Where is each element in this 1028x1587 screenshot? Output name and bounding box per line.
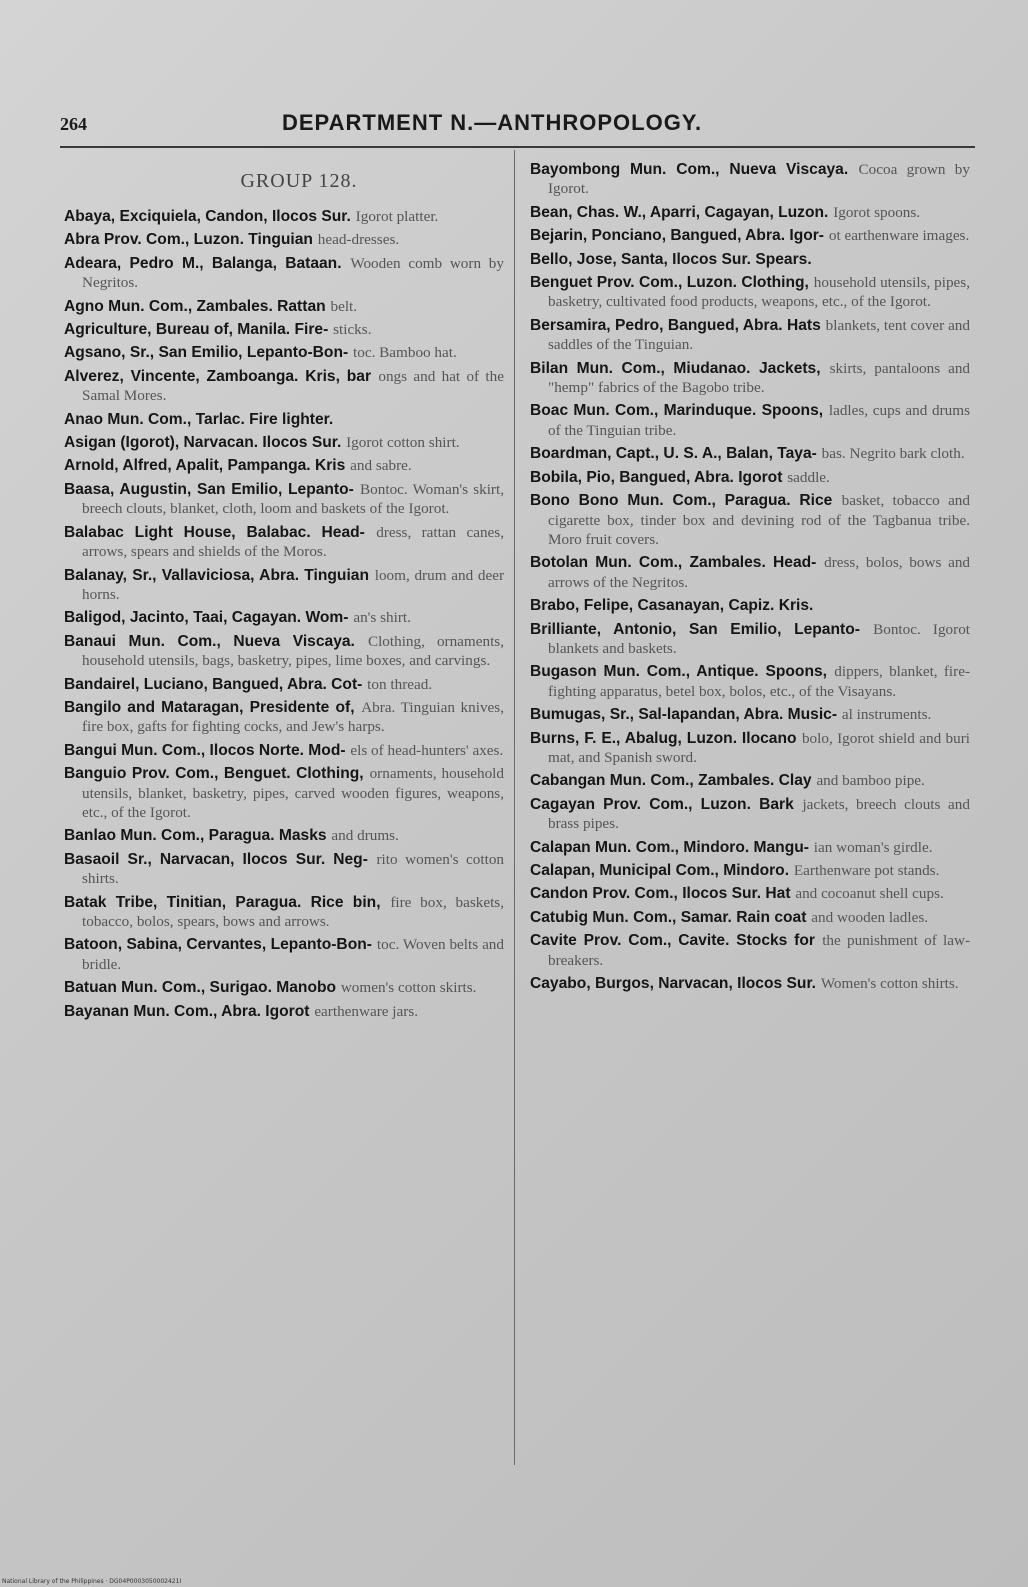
exhibitor-name: Bumugas, Sr., Sal-lapandan, Abra. Music- [530, 706, 838, 724]
catalog-entry [64, 343, 504, 362]
right-entry-list [530, 160, 970, 993]
exhibit-description: dippers, blanket, fire-fighting apparatus, betel box, bolos, etc., of the Visayans. [548, 663, 971, 700]
catalog-entry [530, 884, 970, 903]
exhibitor-name: Bobila, Pio, Bangued, Abra. Igorot [530, 468, 783, 486]
exhibit-description: ian woman's girdle. [813, 838, 933, 856]
exhibit-description: Wooden comb worn by Negritos. [82, 254, 504, 292]
catalog-entry [530, 468, 970, 487]
exhibitor-name: Bean, Chas. W., Aparri, Cagayan, Luzon. [530, 203, 829, 221]
catalog-entry [64, 456, 504, 475]
catalog-entry [530, 931, 970, 970]
catalog-entry [530, 838, 970, 857]
exhibitor-name: Bayombong Mun. Com., Nueva Viscaya. [530, 161, 849, 178]
exhibit-description: ongs and hat of the Samal Mores. [82, 367, 504, 405]
exhibitor-name: Baasa, Augustin, San Emilio, Lepanto- [64, 480, 354, 498]
exhibit-description: dress, bolos, bows and arrows of the Negritos. [548, 554, 971, 591]
exhibitor-name: Bejarin, Ponciano, Bangued, Abra. Igor- [530, 227, 825, 245]
exhibitor-name: Alverez, Vincente, Zamboanga. Kris, bar [64, 367, 372, 385]
catalog-entry [64, 632, 504, 671]
exhibit-description: toc. Bamboo hat. [353, 344, 457, 362]
exhibit-description: head-dresses. [317, 231, 400, 249]
exhibit-description: basket, tobacco and cigarette box, tinder box and devining rod of the Tagbanua tribe. Moro fruit covers. [548, 492, 970, 548]
catalog-entry [64, 410, 504, 429]
catalog-entry [64, 433, 504, 452]
exhibit-description: ladles, cups and drums of the Tinguian tribe. [548, 402, 971, 439]
exhibitor-name: Brabo, Felipe, Casanayan, Capiz. Kris. [530, 597, 814, 615]
catalog-entry [64, 608, 504, 627]
exhibit-description: toc. Woven belts and bridle. [82, 936, 504, 973]
exhibitor-name: Asigan (Igorot), Narvacan. Ilocos Sur. [64, 434, 342, 452]
column-divider [514, 150, 515, 1465]
catalog-entry [530, 908, 970, 927]
exhibitor-name: Cabangan Mun. Com., Zambales. Clay [530, 772, 812, 790]
exhibitor-name: Batuan Mun. Com., Surigao. Manobo [64, 979, 337, 997]
exhibitor-name: Benguet Prov. Com., Luzon. Clothing, [530, 274, 809, 292]
catalog-entry [530, 662, 970, 701]
exhibit-description: an's shirt. [353, 609, 411, 627]
exhibitor-name: Baligod, Jacinto, Taai, Cagayan. Wom- [64, 609, 349, 627]
exhibit-description: Igorot cotton shirt. [346, 434, 460, 452]
exhibitor-name: Batoon, Sabina, Cervantes, Lepanto-Bon- [64, 936, 372, 954]
catalog-entry [530, 553, 970, 592]
left-column [64, 160, 504, 1025]
exhibit-description: ton thread. [367, 675, 433, 693]
catalog-entry [530, 203, 970, 222]
exhibit-description: women's cotton skirts. [340, 979, 477, 997]
exhibitor-name: Bandairel, Luciano, Bangued, Abra. Cot- [64, 675, 363, 693]
catalog-entry [530, 160, 970, 199]
exhibitor-name: Calapan Mun. Com., Mindoro. Mangu- [530, 838, 809, 856]
left-entry-list [64, 207, 504, 1021]
exhibit-description: Bontoc. Igorot blankets and baskets. [548, 620, 971, 657]
catalog-entry [530, 491, 970, 549]
exhibit-description: earthenware jars. [314, 1002, 419, 1020]
catalog-entry [64, 297, 504, 316]
catalog-entry [64, 698, 504, 737]
catalog-entry [530, 316, 970, 355]
exhibitor-name: Bello, Jose, Santa, Ilocos Sur. Spears. [530, 250, 812, 268]
exhibit-description: Women's cotton shirts. [820, 975, 959, 993]
exhibit-description: Igorot spoons. [833, 203, 921, 221]
catalog-entry [530, 401, 970, 440]
catalog-entry [64, 978, 504, 997]
exhibitor-name: Banaui Mun. Com., Nueva Viscaya. [64, 632, 355, 650]
exhibitor-name: Abaya, Exciquiela, Candon, Ilocos Sur. [64, 208, 351, 225]
exhibit-description: bas. Negrito bark cloth. [821, 445, 965, 463]
exhibitor-name: Adeara, Pedro M., Balanga, Bataan. [64, 254, 342, 272]
exhibit-description: and wooden ladles. [811, 908, 929, 926]
catalog-entry [530, 226, 970, 245]
catalog-entry [64, 764, 504, 822]
exhibit-description: jackets, breech clouts and brass pipes. [548, 795, 970, 833]
exhibitor-name: Abra Prov. Com., Luzon. Tinguian [64, 231, 313, 249]
exhibit-description: and drums. [331, 827, 399, 845]
library-footer: National Library of the Philippines · DG04P0003050002421I [2, 1578, 182, 1585]
exhibit-description: saddle. [787, 468, 830, 486]
exhibit-description: dress, rattan canes, arrows, spears and shields of the Moros. [82, 523, 505, 561]
catalog-entry [530, 729, 970, 768]
exhibit-description: sticks. [333, 321, 372, 339]
exhibit-description: and sabre. [350, 457, 412, 475]
catalog-entry [64, 675, 504, 694]
exhibitor-name: Balanay, Sr., Vallaviciosa, Abra. Tinguian [64, 566, 369, 584]
exhibit-description: Cocoa grown by Igorot. [548, 161, 970, 198]
exhibitor-name: Bilan Mun. Com., Miudanao. Jackets, [530, 359, 821, 377]
catalog-entry [64, 826, 504, 845]
exhibitor-name: Catubig Mun. Com., Samar. Rain coat [530, 908, 807, 926]
exhibitor-name: Bangilo and Mataragan, Presidente of, [64, 698, 355, 716]
page-number: 264 [60, 114, 87, 134]
catalog-entry [530, 705, 970, 724]
catalog-entry [530, 444, 970, 463]
exhibitor-name: Cagayan Prov. Com., Luzon. Bark [530, 795, 794, 813]
exhibitor-name: Brilliante, Antonio, San Emilio, Lepanto- [530, 620, 860, 638]
exhibitor-name: Banlao Mun. Com., Paragua. Masks [64, 827, 327, 845]
catalog-entry [530, 795, 970, 834]
exhibit-description: fire box, baskets, tobacco, bolos, spears, bows and arrows. [82, 893, 504, 930]
catalog-entry [64, 207, 504, 226]
exhibitor-name: Anao Mun. Com., Tarlac. Fire lighter. [64, 410, 334, 428]
catalog-entry [530, 359, 970, 398]
catalog-entry [64, 935, 504, 974]
exhibitor-name: Boardman, Capt., U. S. A., Balan, Taya- [530, 445, 817, 463]
catalog-entry [64, 566, 504, 605]
running-title: DEPARTMENT N.—ANTHROPOLOGY. [282, 110, 703, 135]
catalog-entry [64, 741, 504, 760]
exhibitor-name: Agsano, Sr., San Emilio, Lepanto-Bon- [64, 344, 349, 362]
exhibitor-name: Calapan, Municipal Com., Mindoro. [530, 862, 790, 879]
catalog-entry [64, 320, 504, 339]
catalog-entry [530, 250, 970, 269]
exhibitor-name: Bugason Mun. Com., Antique. Spoons, [530, 663, 827, 681]
exhibit-description: Abra. Tinguian knives, fire box, gafts for fighting cocks, and Jew's harps. [82, 698, 505, 736]
catalog-entry [530, 620, 970, 659]
exhibit-description: al instruments. [841, 706, 932, 724]
exhibitor-name: Cayabo, Burgos, Narvacan, Ilocos Sur. [530, 975, 816, 993]
exhibitor-name: Agriculture, Bureau of, Manila. Fire- [64, 321, 329, 339]
exhibitor-name: Bayanan Mun. Com., Abra. Igorot [64, 1002, 310, 1020]
exhibit-description: bolo, Igorot shield and buri mat, and Spanish sword. [548, 729, 971, 766]
catalog-entry [64, 367, 504, 406]
exhibitor-name: Burns, F. E., Abalug, Luzon. Ilocano [530, 729, 797, 747]
catalog-entry [64, 850, 504, 889]
exhibitor-name: Bangui Mun. Com., Ilocos Norte. Mod- [64, 741, 346, 759]
exhibit-description: blankets, tent cover and saddles of the Tinguian. [548, 316, 970, 354]
exhibitor-name: Basaoil Sr., Narvacan, Ilocos Sur. Neg- [64, 850, 368, 868]
exhibit-description: Clothing, ornaments, household utensils, bags, basketry, pipes, lime boxes, and carvings. [82, 632, 505, 670]
page-header [60, 110, 975, 148]
exhibitor-name: Arnold, Alfred, Apalit, Pampanga. Kris [64, 457, 346, 475]
exhibit-description: household utensils, pipes, basketry, cultivated food products, weapons, etc., of the Igorot. [548, 274, 970, 311]
exhibitor-name: Banguio Prov. Com., Benguet. Clothing, [64, 765, 364, 783]
group-heading: GROUP 128. [240, 170, 358, 192]
catalog-entry [64, 230, 504, 249]
catalog-entry [530, 771, 970, 790]
exhibitor-name: Botolan Mun. Com., Zambales. Head- [530, 554, 817, 572]
exhibit-description: els of head-hunters' axes. [350, 741, 504, 759]
catalog-entry [64, 1002, 504, 1021]
exhibit-description: the punishment of law-breakers. [548, 932, 970, 969]
catalog-entry [64, 254, 504, 293]
exhibit-description: and bamboo pipe. [816, 772, 925, 790]
exhibitor-name: Boac Mun. Com., Marinduque. Spoons, [530, 402, 824, 420]
exhibitor-name: Cavite Prov. Com., Cavite. Stocks for [530, 932, 815, 950]
exhibitor-name: Batak Tribe, Tinitian, Paragua. Rice bin, [64, 893, 381, 911]
exhibit-description: rito women's cotton shirts. [82, 850, 505, 888]
exhibit-description: ornaments, household utensils, blanket, basketry, pipes, carved wooden figures, weapons, etc., of the Igorot. [82, 765, 504, 821]
exhibitor-name: Bersamira, Pedro, Bangued, Abra. Hats [530, 316, 821, 334]
exhibitor-name: Balabac Light House, Balabac. Head- [64, 523, 365, 541]
exhibit-description: Bontoc. Woman's skirt, breech clouts, blanket, cloth, loom and baskets of the Igorot. [82, 480, 505, 518]
catalog-entry [530, 974, 970, 993]
exhibit-description: Earthenware pot stands. [793, 862, 940, 879]
exhibit-description: and cocoanut shell cups. [795, 885, 944, 903]
exhibit-description: ot earthenware images. [828, 227, 970, 245]
exhibit-description: skirts, pantaloons and "hemp" fabrics of the Bagobo tribe. [548, 359, 971, 397]
exhibit-description: loom, drum and deer horns. [82, 566, 505, 603]
exhibit-description: belt. [330, 297, 358, 315]
catalog-entry [64, 523, 504, 562]
catalog-entry [530, 273, 970, 312]
exhibitor-name: Agno Mun. Com., Zambales. Rattan [64, 297, 326, 315]
exhibitor-name: Candon Prov. Com., Ilocos Sur. Hat [530, 885, 791, 903]
catalog-entry [530, 861, 970, 880]
catalog-entry [530, 596, 970, 615]
exhibit-description: Igorot platter. [355, 208, 439, 225]
catalog-entry [64, 480, 504, 519]
right-column [530, 160, 970, 997]
exhibitor-name: Bono Bono Mun. Com., Paragua. Rice [530, 492, 833, 510]
catalog-entry [64, 893, 504, 932]
